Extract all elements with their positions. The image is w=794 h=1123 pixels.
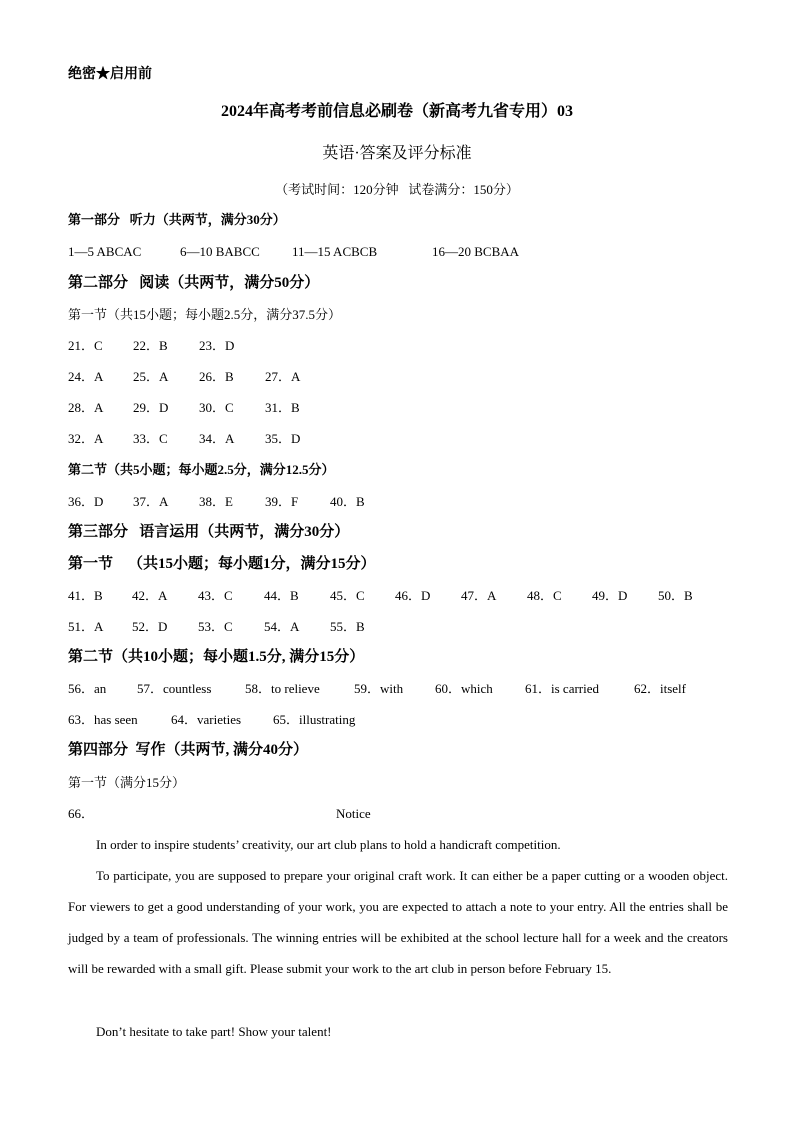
answer-item: 59．with [354,681,404,696]
document-title: 2024年高考考前信息必刷卷（新高考九省专用）03 [220,103,573,120]
answer-item: 21．C [68,338,103,353]
answer-item: 37．A [133,494,169,509]
answer-item: 42．A [132,588,168,603]
answer-item: 64．varieties [171,712,242,727]
answer-item: 39．F [265,494,299,509]
answer-item: 35．D [265,431,301,446]
part3-section2-heading: 第二节（共10小题；每小题1.5分, 满分15分） [68,649,365,665]
answer-item: 29．D [133,400,169,415]
part4-heading: 第四部分 写作（共两节, 满分40分） [68,742,309,758]
answer-item: 22．B [133,338,168,353]
answer-item: 26．B [199,369,234,384]
answer-item: 46．D [395,588,431,603]
answer-item: 56．an [68,681,107,696]
answer-item: 27．A [265,369,301,384]
answer-group: 16—20 BCBAA [432,244,520,259]
answer-item: 57．countless [137,681,212,696]
essay-paragraph [68,829,728,860]
answer-item: 48．C [527,588,562,603]
part3-heading: 第三部分 语言运用（共两节，满分30分） [68,524,350,540]
answer-item: 51．A [68,619,104,634]
answer-group: 6—10 BABCC [180,244,260,259]
answer-item: 62．itself [634,681,686,696]
answer-item: 34．A [199,431,235,446]
answer-item: 31．B [265,400,300,415]
essay-paragraph-text: To participate, you are supposed to prepare your original craft work. It can either be a paper cutting or a wooden object. For viewers to get a good understanding of your work, you are expected to attach a note to your entry. All the entries shall be judged by a team of professionals. The winning entries will be exhibited at the school lecture hall for a week and the creators will be rewarded with a small gift. Please submit your work to the art club in person before February 15. [68,868,728,976]
answer-item: 23．D [199,338,235,353]
part1-heading: 第一部分 听力（共两节，满分30分） [68,212,286,227]
answer-item: 43．C [198,588,233,603]
part2-section2-heading: 第二节（共5小题；每小题2.5分，满分12.5分） [68,462,335,477]
answer-item: 54．A [264,619,300,634]
answer-item: 41．B [68,588,103,603]
answer-item: 49．D [592,588,628,603]
answer-group: 11—15 ACBCB [292,244,378,259]
part3-section1-heading: 第一节 （共15小题；每小题1分，满分15分） [68,556,376,572]
answer-group: 1—5 ABCAC [68,244,142,259]
answer-item: 32．A [68,431,104,446]
part2-section1-heading: 第一节（共15小题；每小题2.5分，满分37.5分） [68,307,342,322]
answer-item: 63．has seen [68,712,138,727]
part4-section1-heading: 第一节（满分15分） [68,775,186,790]
answer-item: 53．C [198,619,233,634]
answer-item: 44．B [264,588,299,603]
answer-item: 24．A [68,369,104,384]
part2-heading: 第二部分 阅读（共两节，满分50分） [68,275,320,291]
essay-paragraph [68,860,728,984]
essay-paragraph-text: Don’t hesitate to take part! Show your talent! [96,1024,332,1039]
answer-item: 60．which [435,681,493,696]
answer-item: 61．is carried [525,681,600,696]
answer-item: 25．A [133,369,169,384]
answer-item: 28．A [68,400,104,415]
answer-item: 38．E [199,494,233,509]
answer-item: 40．B [330,494,365,509]
answer-item: 52．D [132,619,168,634]
essay-title: Notice [336,806,371,821]
document-subtitle: 英语·答案及评分标准 [322,145,472,162]
answer-item: 65．illustrating [273,712,356,727]
answer-item: 47．A [461,588,497,603]
answer-item: 58．to relieve [245,681,320,696]
essay-paragraph-text: In order to inspire students’ creativity, our art club plans to hold a handicraft competition. [96,837,561,852]
answer-item: 36．D [68,494,104,509]
answer-item: 30．C [199,400,234,415]
essay-paragraph [68,1016,728,1047]
answer-item: 45．C [330,588,365,603]
answer-item: 55．B [330,619,365,634]
exam-info: （考试时间：120分钟 试卷满分：150分） [275,182,519,197]
answer-item: 33．C [133,431,168,446]
answer-item: 50．B [658,588,693,603]
question-number: 66． [68,806,95,821]
confidential-label: 绝密★启用前 [68,67,152,82]
